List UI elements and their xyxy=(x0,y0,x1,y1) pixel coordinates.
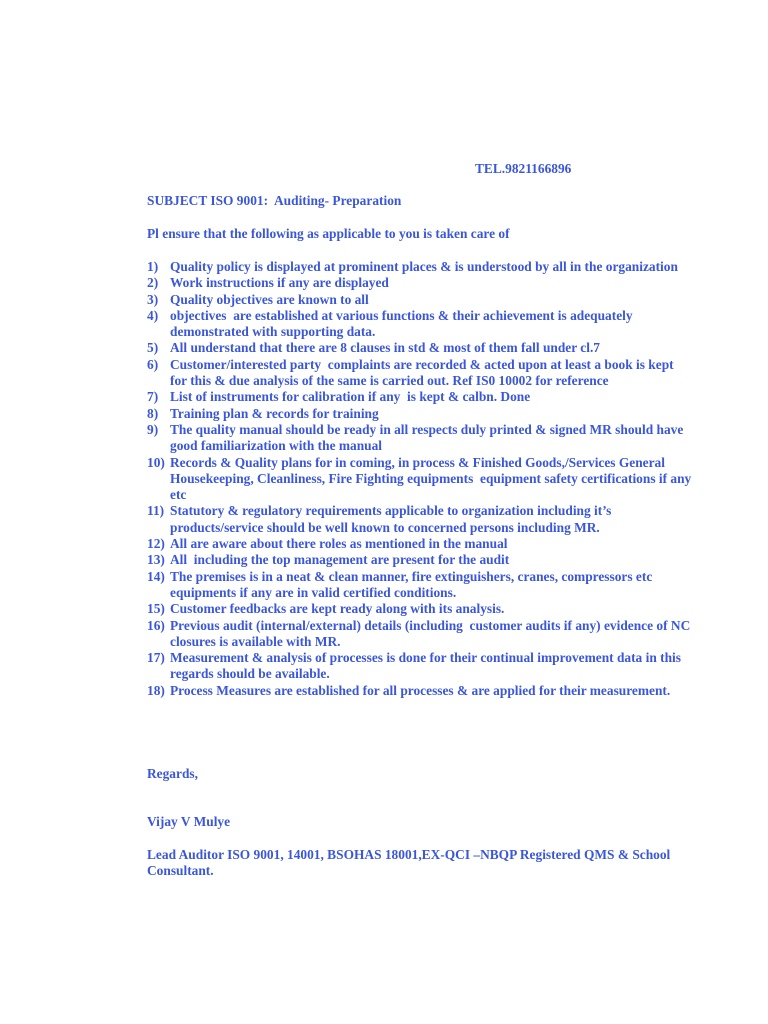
list-item xyxy=(147,406,692,422)
list-item xyxy=(147,618,692,651)
subject-line: SUBJECT ISO 9001: Auditing- Preparation xyxy=(147,193,402,208)
signer-credentials: Lead Auditor ISO 9001, 14001, BSOHAS 18001,EX-QCI –NBQP Registered QMS & School Consultant. xyxy=(147,847,671,879)
list-item xyxy=(147,454,695,504)
item-text: Customer/interested party complaints are recorded & acted upon at least a book is kept for this & due analysis of the same is carried out. Ref IS0 10002 for reference xyxy=(170,356,677,389)
item-text: Statutory & regulatory requirements applicable to organization including it’s products/service should be well known to concerned persons including MR. xyxy=(170,503,615,535)
item-text: Previous audit (internal/external) details (including customer audits if any) evidence of NC closures is available with MR. xyxy=(170,617,694,649)
item-number: 9) xyxy=(147,421,159,437)
item-text: Quality objectives are known to all xyxy=(170,291,369,307)
item-number: 8) xyxy=(147,405,159,421)
item-number: 14) xyxy=(147,568,165,584)
list-item xyxy=(147,275,692,291)
item-text: Work instructions if any are displayed xyxy=(170,275,389,291)
item-text: The premises is in a neat & clean manner, fire extinguishers, cranes, compressors etc equipments if any are in valid certified conditions. xyxy=(170,568,656,600)
item-text: All including the top management are present for the audit xyxy=(170,552,510,568)
item-text: Quality policy is displayed at prominent places & is understood by all in the organization xyxy=(170,259,678,274)
item-number: 4) xyxy=(147,307,159,323)
list-item xyxy=(147,503,692,536)
item-number: 10) xyxy=(147,454,165,470)
item-text: Measurement & analysis of processes is done for their continual improvement data in this regards should be available. xyxy=(170,650,685,682)
list-item xyxy=(147,536,692,552)
list-item xyxy=(147,552,692,568)
item-number: 1) xyxy=(147,259,159,274)
item-number: 7) xyxy=(147,389,159,405)
item-text: Customer feedbacks are kept ready along with its analysis. xyxy=(170,601,505,617)
item-number: 15) xyxy=(147,601,165,617)
list-item xyxy=(147,601,692,617)
intro-text: Pl ensure that the following as applicable to you is taken care of xyxy=(147,226,510,241)
list-item xyxy=(147,308,692,341)
list-item xyxy=(147,569,692,602)
item-number: 11) xyxy=(147,503,165,519)
item-text: Records & Quality plans for in coming, in process & Finished Goods,/Services General Housekeeping, Cleanliness, Fire Fighting equipments equipment safety certifications if any etc xyxy=(170,454,695,503)
item-number: 12) xyxy=(147,536,165,552)
list-item xyxy=(147,650,692,683)
item-number: 17) xyxy=(147,650,165,666)
list-item xyxy=(147,389,692,405)
list-item xyxy=(147,259,692,275)
item-text: Process Measures are established for all processes & are applied for their measurement. xyxy=(170,682,671,698)
telephone-number: TEL.9821166896 xyxy=(475,161,572,176)
checklist xyxy=(147,259,695,699)
item-text: All understand that there are 8 clauses in std & most of them fall under cl.7 xyxy=(170,340,600,356)
item-number: 13) xyxy=(147,552,165,568)
list-item xyxy=(147,357,692,390)
item-number: 3) xyxy=(147,291,159,307)
item-text: All are aware about there roles as mentioned in the manual xyxy=(170,536,508,552)
item-text: objectives are established at various functions & their achievement is adequately demonstrated with supporting data. xyxy=(170,307,636,340)
list-item xyxy=(147,683,692,699)
item-number: 2) xyxy=(147,275,159,291)
item-number: 18) xyxy=(147,682,165,698)
signer-name: Vijay V Mulye xyxy=(147,814,231,829)
item-text: List of instruments for calibration if any is kept & calbn. Done xyxy=(170,389,531,405)
item-text: The quality manual should be ready in all respects duly printed & signed MR should have good familiarization with the manual xyxy=(170,421,687,454)
item-text: Training plan & records for training xyxy=(170,405,379,421)
item-number: 6) xyxy=(147,356,159,372)
list-item xyxy=(147,340,692,356)
item-number: 16) xyxy=(147,617,165,633)
list-item xyxy=(147,292,692,308)
closing: Regards, xyxy=(147,766,198,781)
list-item xyxy=(147,422,692,455)
item-number: 5) xyxy=(147,340,159,356)
